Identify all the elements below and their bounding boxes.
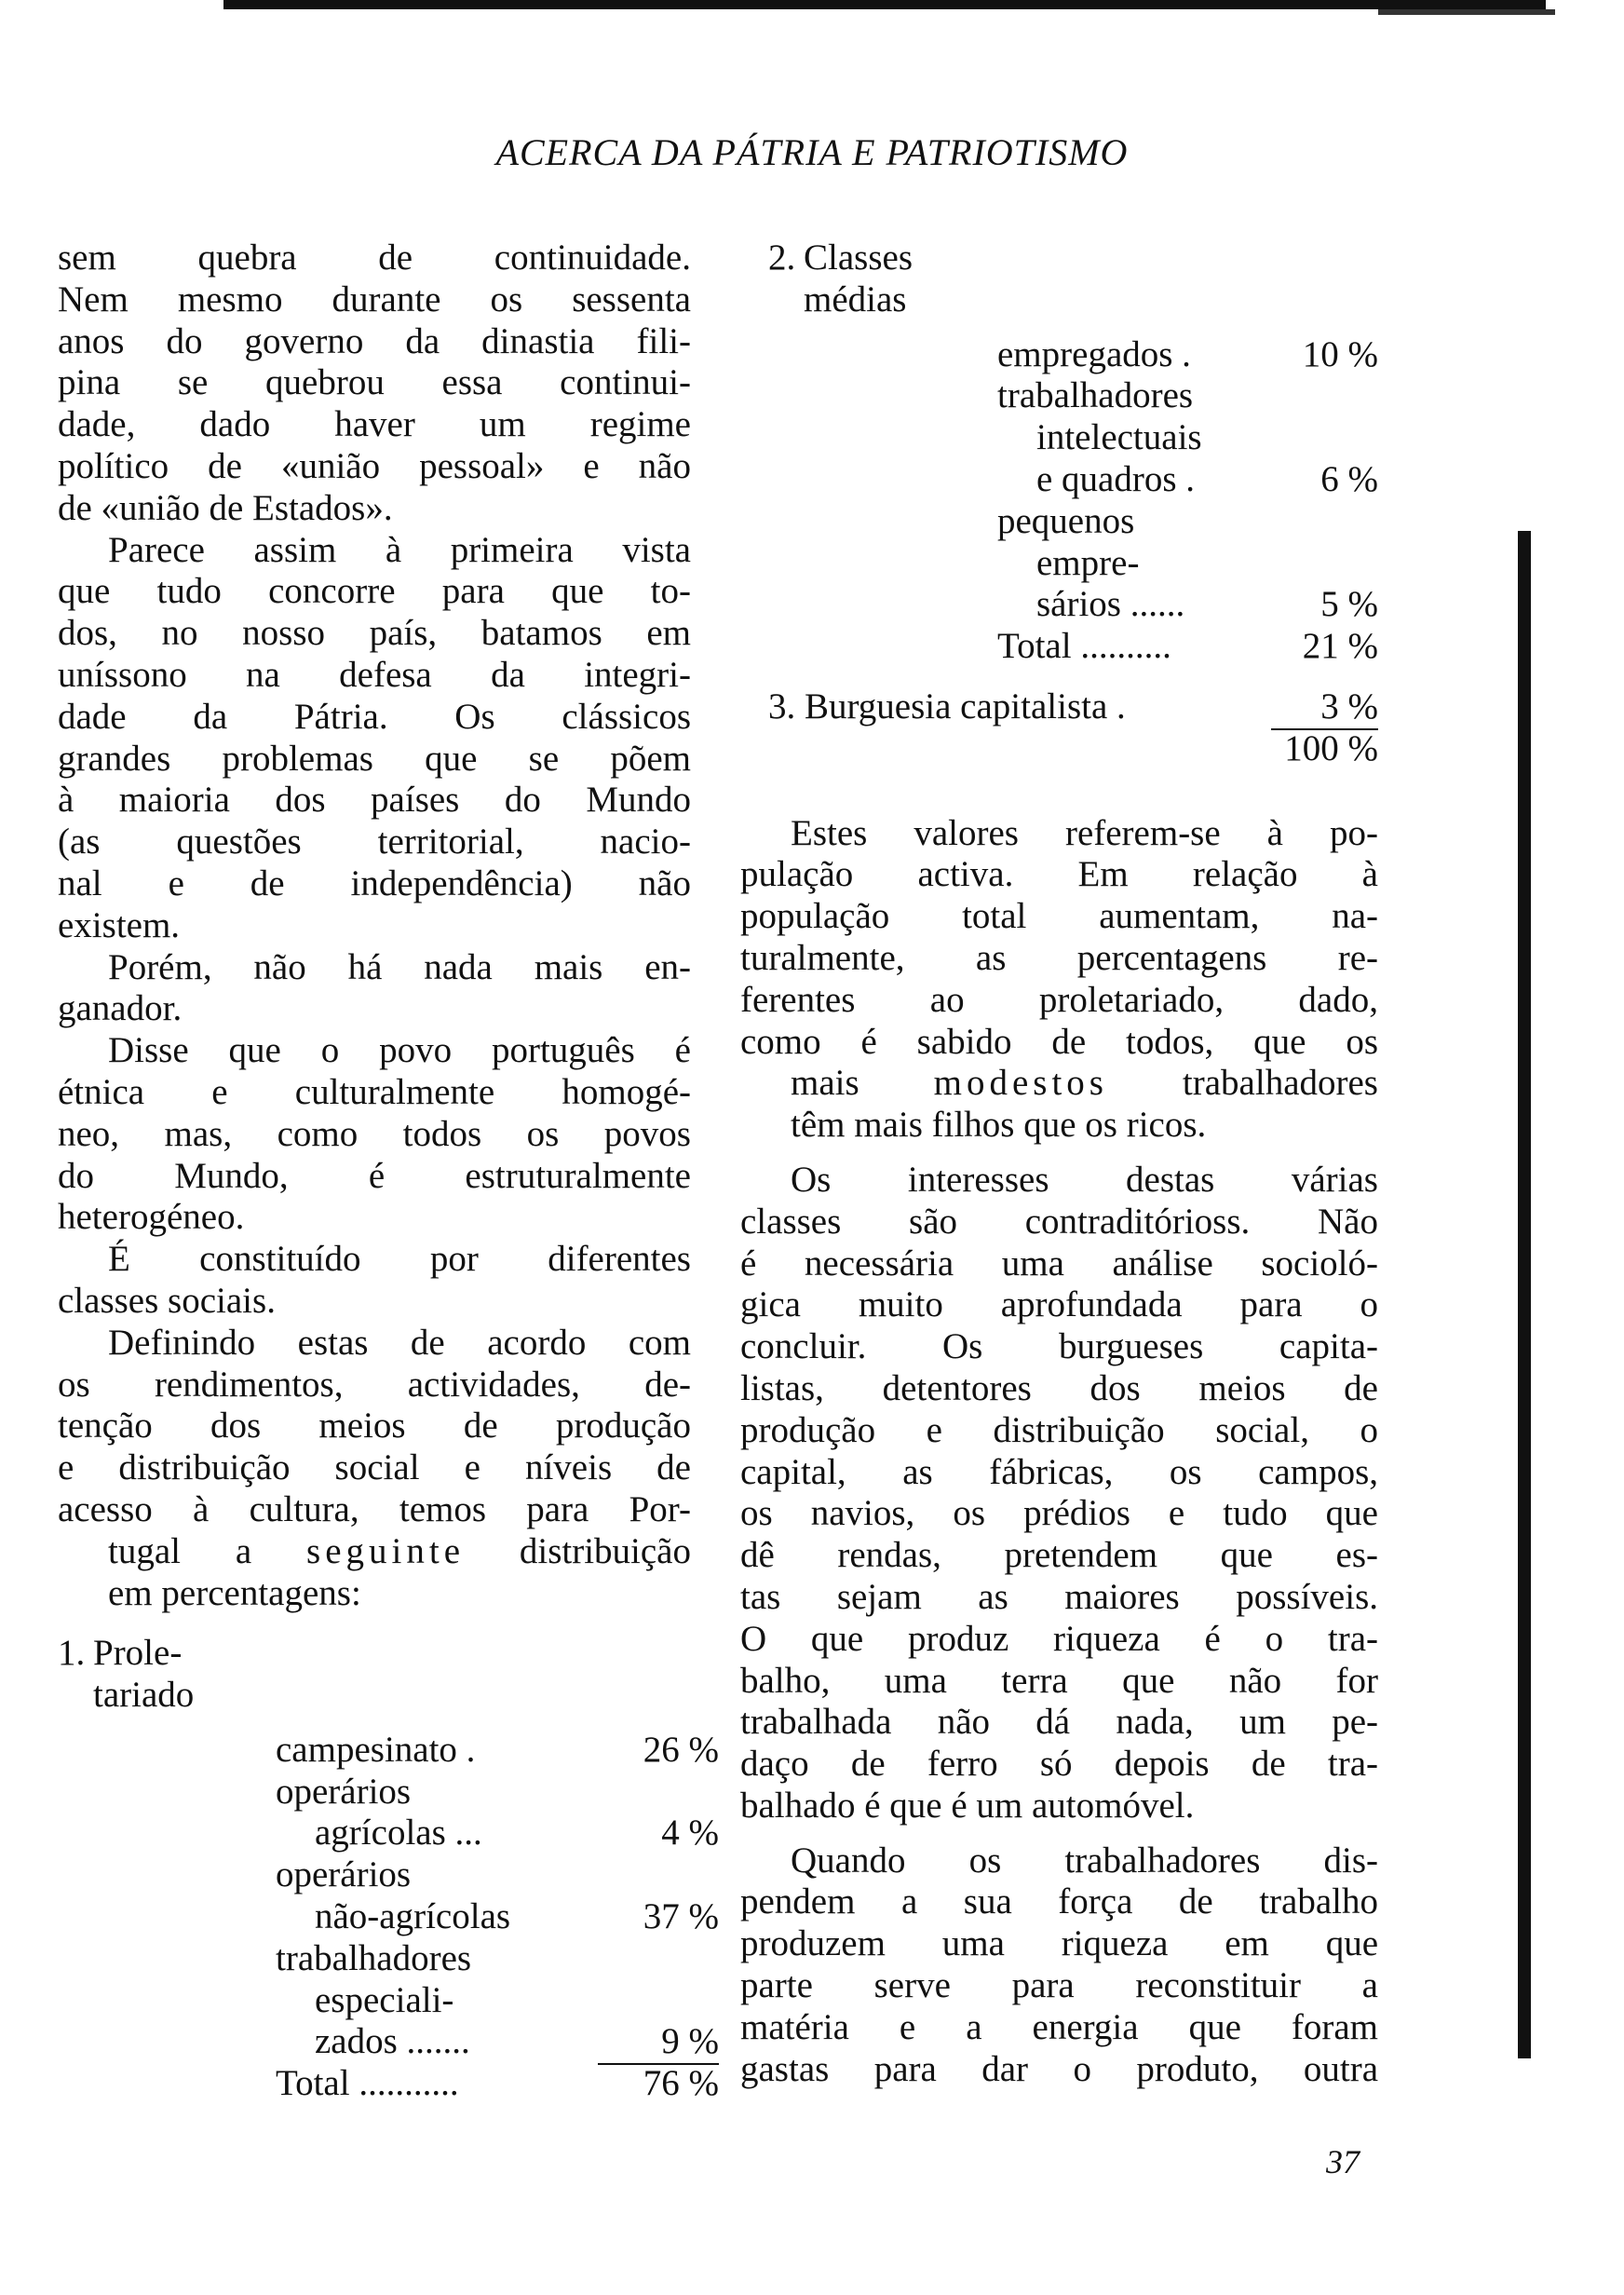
- item-title: Classes: [804, 238, 913, 278]
- text-line: à maioria dos países do Mundo: [58, 780, 691, 821]
- stat-label: pequenos: [997, 500, 1135, 541]
- stat-value: 10 %: [1302, 333, 1378, 374]
- text-line: grandes problemas que se põem: [58, 738, 691, 779]
- text-line: anos do governo da dinastia fili-: [58, 320, 691, 361]
- item-number: 2.: [768, 238, 796, 278]
- burguesia-label: 3. Burguesia capitalista .: [768, 686, 1126, 727]
- paragraph-continuation: [58, 238, 691, 530]
- stat-label: sários ......: [1036, 584, 1185, 625]
- right-column: [740, 238, 1378, 2090]
- paragraph-social-classes: [58, 1239, 691, 1323]
- page-number: 37: [1326, 2143, 1360, 2180]
- text-line: ferentes ao proletariado, dado,: [740, 979, 1378, 1020]
- text-line: dade, dado haver um regime: [58, 404, 691, 445]
- stat-row: [58, 1896, 719, 1938]
- text-line: dade da Pátria. Os clássicos: [58, 696, 691, 737]
- stat-row: [740, 334, 1378, 376]
- text-line: como é sabido de todos, que os: [740, 1021, 1378, 1062]
- text-line: existem.: [58, 904, 181, 945]
- stat-label: e quadros .: [1036, 458, 1196, 499]
- left-column: [58, 238, 719, 2105]
- text-line: em percentagens:: [108, 1572, 361, 1613]
- text-line: nal e de independência) não: [58, 862, 691, 903]
- stat-row: [58, 2063, 719, 2105]
- paragraph-population: [740, 813, 1378, 1147]
- paragraph-interests: [740, 1160, 1378, 1827]
- text-line: classes são contraditórioss. Não: [740, 1201, 1378, 1242]
- text-line: turalmente, as percentagens re-: [740, 937, 1378, 978]
- text-line: do Mundo, é estruturalmente: [58, 1155, 691, 1196]
- stat-label: Total ...........: [276, 2063, 459, 2104]
- text-line: dê rendas, pretendem que es-: [740, 1535, 1378, 1576]
- text-line: dos, no nosso país, batamos em: [58, 613, 691, 654]
- stat-label: trabalhadores: [997, 375, 1194, 416]
- stat-row: [740, 501, 1378, 543]
- text-line: e distribuição social e níveis de: [58, 1447, 691, 1488]
- text-line: pulação activa. Em relação à: [740, 854, 1378, 895]
- text-line: neo, mas, como todos os povos: [58, 1113, 691, 1154]
- text-line: balho, uma terra que não for: [740, 1660, 1378, 1701]
- text-line: acesso à cultura, temos para Por-: [58, 1488, 691, 1529]
- grand-total-value: 100 %: [1284, 727, 1378, 768]
- text-line: os rendimentos, actividades, de-: [58, 1364, 691, 1405]
- stat-value: 9 %: [598, 2021, 719, 2065]
- spaced-emphasis: modestos: [933, 1063, 1108, 1104]
- stat-row: [58, 1729, 719, 1772]
- text-line: É constituído por diferentes: [108, 1239, 691, 1280]
- text-line: Definindo estas de acordo com: [108, 1322, 691, 1363]
- running-head: ACERCA DA PÁTRIA E PATRIOTISMO: [495, 131, 1129, 173]
- stat-row: [58, 1938, 691, 1980]
- text-line: heterogéneo.: [58, 1197, 245, 1238]
- text-line: balhado é que é um automóvel.: [740, 1785, 1195, 1826]
- stat-row: [58, 1980, 691, 2022]
- stat-value: 4 %: [661, 1813, 719, 1854]
- paragraph-deceptive: [58, 947, 691, 1031]
- stat-value: 6 %: [1320, 458, 1378, 499]
- text-line: Parece assim à primeira vista: [108, 529, 691, 570]
- paragraph-definition: [58, 1323, 691, 1615]
- stat-label: operários: [276, 1771, 412, 1812]
- text-line: sem quebra de continuidade.: [58, 238, 691, 278]
- stat-label: campesinato .: [276, 1729, 476, 1770]
- item-title: médias: [804, 278, 907, 319]
- text-line: (as questões territorial, nacio-: [58, 822, 691, 862]
- proletariado-section: [58, 1633, 719, 2105]
- stat-label: operários: [276, 1854, 412, 1895]
- burguesia-row: [740, 686, 1378, 728]
- classes-medias-section: [740, 238, 1378, 668]
- text-line: tenção dos meios de produção: [58, 1406, 691, 1446]
- stat-label: Total ..........: [997, 626, 1171, 667]
- text-line: ganador.: [58, 988, 183, 1029]
- stat-label: trabalhadores: [276, 1937, 472, 1978]
- text-fragment: mais: [791, 1063, 934, 1104]
- text-line: político de «união pessoal» e não: [58, 445, 691, 486]
- text-line: Os interesses destas várias: [791, 1159, 1378, 1200]
- text-line: trabalhada não dá nada, um pe-: [740, 1702, 1378, 1743]
- spaced-emphasis: seguinte: [306, 1530, 465, 1571]
- text-fragment: distribuição: [465, 1530, 691, 1571]
- text-line: concluir. Os burgueses capita-: [740, 1326, 1378, 1367]
- stat-value: 5 %: [1320, 584, 1378, 625]
- item-number: 1.: [58, 1633, 86, 1674]
- stat-row: [740, 584, 1378, 626]
- text-line: os navios, os prédios e tudo que: [740, 1493, 1378, 1534]
- stat-value: 26 %: [643, 1729, 719, 1770]
- text-line: Quando os trabalhadores dis-: [791, 1840, 1378, 1881]
- text-line: população total aumentam, na-: [740, 896, 1378, 937]
- stat-label: agrícolas ...: [315, 1813, 482, 1854]
- margin-bar: [1518, 531, 1531, 2058]
- text-fragment: tugal a: [108, 1530, 307, 1571]
- stat-label: empre-: [1036, 542, 1140, 583]
- text-line: pendem a sua força de trabalho: [740, 1881, 1378, 1922]
- item-title: tariado: [93, 1675, 195, 1716]
- top-edge-rule-tail: [1378, 9, 1555, 15]
- stat-row: [740, 626, 1378, 668]
- text-line: O que produz riqueza é o tra-: [740, 1618, 1378, 1659]
- text-line: Nem mesmo durante os sessenta: [58, 278, 691, 319]
- text-line: gica muito aprofundada para o: [740, 1284, 1378, 1325]
- stat-value: 76 %: [643, 2063, 719, 2104]
- paragraph-workers: [740, 1840, 1378, 2091]
- stat-row: [740, 459, 1378, 501]
- text-line: pina se quebrou essa continui-: [58, 362, 691, 403]
- stat-row: [740, 417, 1378, 459]
- text-line: gastas para dar o produto, outra: [740, 2048, 1378, 2089]
- text-line: classes sociais.: [58, 1280, 276, 1321]
- text-line: Porém, não há nada mais en-: [108, 946, 691, 987]
- text-line: matéria e a energia que foram: [740, 2006, 1378, 2047]
- text-line: produção e distribuição social, o: [740, 1409, 1378, 1450]
- stat-label: empregados .: [997, 333, 1191, 374]
- text-line: uníssono na defesa da integri-: [58, 654, 691, 695]
- text-fragment: trabalhadores: [1107, 1063, 1378, 1104]
- text-line: de «união de Estados».: [58, 487, 393, 528]
- stat-label: não-agrícolas: [315, 1896, 511, 1937]
- paragraph-homogeneous: [58, 1030, 691, 1239]
- stat-value: 37 %: [643, 1896, 719, 1937]
- text-line: produzem uma riqueza em que: [740, 1923, 1378, 1964]
- paragraph-first-view: [58, 530, 691, 947]
- text-line: capital, as fábricas, os campos,: [740, 1451, 1378, 1492]
- stat-row: [58, 1772, 691, 1813]
- stat-row: [58, 1854, 691, 1896]
- stat-value: 21 %: [1302, 626, 1378, 667]
- top-edge-rule: [223, 0, 1546, 9]
- item-title: Prole-: [93, 1633, 183, 1674]
- stat-row: [58, 2021, 719, 2063]
- text-line: Disse que o povo português é: [108, 1030, 691, 1071]
- text-line: étnica e culturalmente homogé-: [58, 1071, 691, 1112]
- stat-label: especiali-: [315, 1979, 454, 2020]
- stat-row: [58, 1813, 719, 1854]
- text-line: parte serve para reconstituir a: [740, 1965, 1378, 2006]
- text-line: daço de ferro só depois de tra-: [740, 1744, 1378, 1785]
- text-line: Estes valores referem-se à po-: [791, 812, 1378, 853]
- text-line: tas sejam as maiores possíveis.: [740, 1576, 1378, 1617]
- stat-row: [740, 543, 1378, 585]
- text-line: é necessária uma análise socioló-: [740, 1243, 1378, 1283]
- stat-row: [740, 375, 1378, 417]
- text-line: têm mais filhos que os ricos.: [791, 1105, 1207, 1146]
- grand-total-row: [740, 728, 1378, 770]
- stat-label: intelectuais: [1036, 417, 1202, 458]
- text-line: que tudo concorre para que to-: [58, 571, 691, 612]
- stat-label: zados .......: [315, 2021, 470, 2062]
- burguesia-value: 3 %: [1271, 686, 1378, 730]
- text-line: listas, detentores dos meios de: [740, 1367, 1378, 1408]
